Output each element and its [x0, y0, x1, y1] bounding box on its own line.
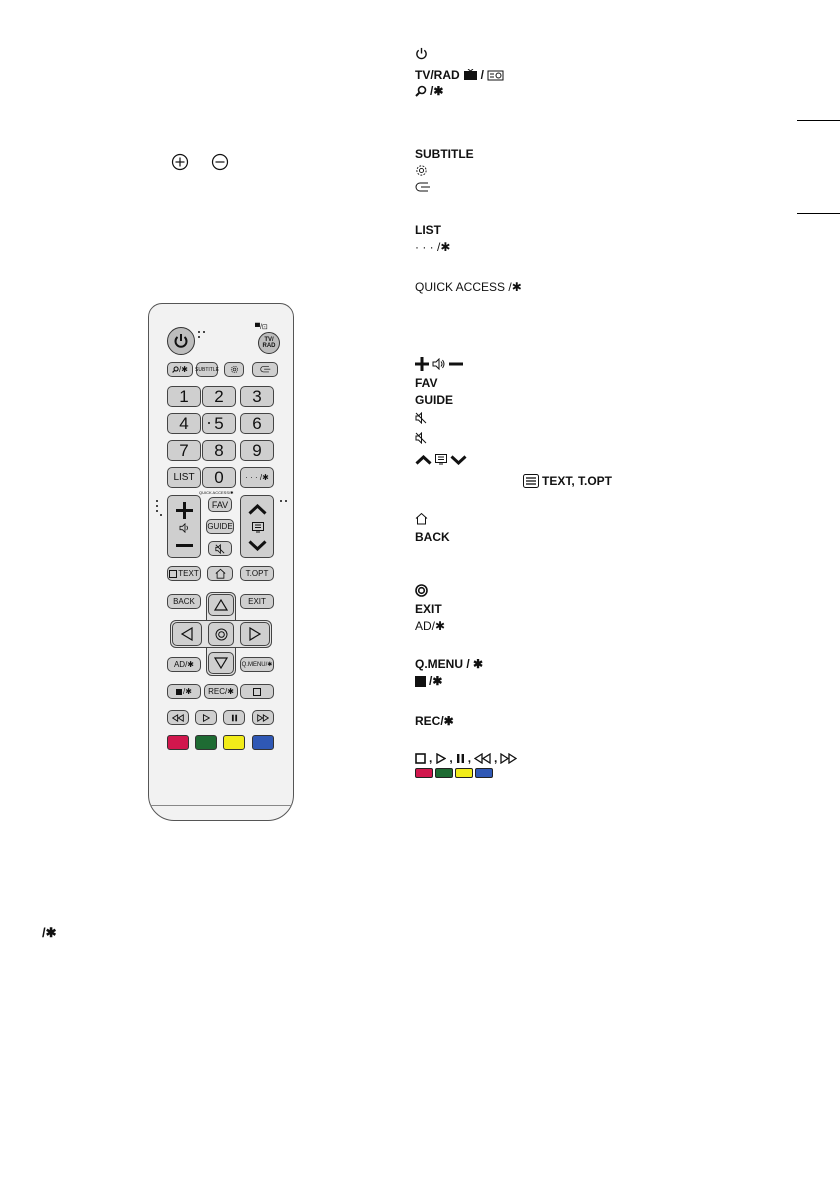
legend-quick-access: [415, 280, 522, 294]
search-button[interactable]: /✱: [167, 362, 193, 377]
fast-forward-icon: [500, 753, 517, 764]
digit-8-button[interactable]: 8: [202, 440, 236, 461]
qmenu-button[interactable]: Q.MENU/✱: [240, 657, 274, 672]
gear-icon: [415, 164, 428, 177]
home-button[interactable]: [207, 566, 233, 581]
blue-button[interactable]: [252, 735, 274, 750]
power-icon: [173, 333, 189, 349]
digit-9-button[interactable]: 9: [240, 440, 274, 461]
pause-button[interactable]: [223, 710, 245, 725]
pause-icon: [231, 714, 238, 722]
tactile-dot: [203, 331, 205, 333]
legend-tv-rad: TV/RAD /: [415, 68, 504, 82]
ad-button[interactable]: AD/✱: [167, 657, 201, 672]
digit-3-button[interactable]: 3: [240, 386, 274, 407]
list-button[interactable]: LIST: [167, 467, 201, 488]
legend-home: [415, 512, 428, 525]
back-button[interactable]: BACK: [167, 594, 201, 609]
mute-button[interactable]: [208, 541, 232, 556]
power-icon: [415, 47, 428, 60]
legend-guide: [415, 393, 453, 407]
legend-more: [415, 240, 450, 254]
play-icon: [435, 753, 446, 764]
chevron-up-icon: [415, 455, 432, 465]
tactile-dot: [198, 336, 200, 338]
search-icon: [172, 366, 179, 373]
text-icon: [523, 474, 539, 488]
search-star-label: /✱: [430, 84, 444, 98]
stop-button[interactable]: [240, 684, 274, 699]
legend-color-keys: [415, 768, 493, 778]
rewind-icon: [474, 753, 491, 764]
tactile-dot: [198, 331, 200, 333]
tactile-dot: [285, 500, 287, 502]
quick-access-label: QUICK ACCESS/✱: [199, 490, 234, 495]
chevron-up-icon: [248, 504, 267, 515]
subtitle-label: SUBTITLE: [415, 147, 474, 161]
legend-power: [415, 47, 428, 60]
stop-star-label: /✱: [429, 674, 443, 688]
stop-icon: [253, 688, 261, 696]
input-icon: [260, 365, 271, 374]
digit-0-button[interactable]: 0: [202, 467, 236, 488]
legend-channel: [415, 454, 467, 465]
right-button[interactable]: [240, 622, 270, 646]
plus-icon: [176, 502, 193, 519]
rewind-button[interactable]: [167, 710, 189, 725]
play-icon: [202, 714, 210, 722]
guide-label: GUIDE: [415, 393, 454, 407]
search-icon: [415, 85, 427, 97]
fav-button[interactable]: FAV: [208, 497, 232, 512]
remote-bottom-edge: [150, 805, 292, 822]
pause-icon: [456, 753, 465, 764]
legend-list: [415, 223, 441, 237]
volume-rocker[interactable]: [167, 495, 201, 558]
legend-qmenu: [415, 657, 483, 671]
digit-7-button[interactable]: 7: [167, 440, 201, 461]
text-topt-label: TEXT, T.OPT: [542, 474, 613, 488]
channel-rocker[interactable]: [240, 495, 274, 558]
down-button[interactable]: [208, 652, 234, 674]
triangle-right-icon: [249, 627, 261, 641]
tactile-dot: [156, 500, 158, 502]
red-button[interactable]: [167, 735, 189, 750]
minus-icon: [176, 543, 193, 548]
tv-radio-icon: ▀/⊡: [255, 324, 268, 331]
input-button[interactable]: [252, 362, 278, 377]
legend-volume: [415, 357, 463, 371]
tv-rad-label: TV/RAD: [415, 68, 460, 82]
tactile-dot: [160, 514, 162, 516]
exit-button[interactable]: EXIT: [240, 594, 274, 609]
mute-icon: [415, 412, 427, 424]
plus-circle-icon: [171, 153, 189, 171]
more-actions-button[interactable]: · · · /✱: [240, 467, 274, 488]
triangle-left-icon: [181, 627, 193, 641]
triangle-up-icon: [214, 599, 228, 611]
chevron-down-icon: [248, 540, 267, 551]
legend-search: [415, 84, 443, 98]
legend-playback: , , , ,: [415, 751, 517, 765]
text-button[interactable]: TEXT: [167, 566, 201, 581]
red-key-icon: [415, 768, 433, 778]
legend-mute-2: [415, 432, 427, 444]
yellow-key-icon: [455, 768, 473, 778]
green-key-icon: [435, 768, 453, 778]
quick-access-label: QUICK ACCESS /✱: [415, 280, 522, 294]
rewind-icon: [172, 714, 184, 722]
left-button[interactable]: [172, 622, 202, 646]
legend-stop-star: [415, 674, 442, 688]
ok-button[interactable]: [208, 622, 234, 646]
gear-icon: [230, 365, 239, 374]
tactile-dot: [156, 510, 158, 512]
chevron-down-icon: [450, 455, 467, 465]
legend-text-topt: [523, 474, 612, 488]
triangle-down-icon: [214, 657, 228, 669]
play-button[interactable]: [195, 710, 217, 725]
tactile-dot: [156, 505, 158, 507]
plus-icon: [415, 357, 429, 371]
square-icon: [176, 689, 182, 695]
back-label: BACK: [415, 530, 450, 544]
mute-icon: [415, 432, 427, 444]
fast-forward-icon: [257, 714, 269, 722]
up-button[interactable]: [208, 594, 234, 616]
legend-exit: [415, 602, 442, 616]
legend-subtitle: [415, 147, 474, 161]
qmenu-star-label: Q.MENU / ✱: [415, 657, 484, 671]
tv-rad-button[interactable]: TV/ RAD: [258, 332, 280, 354]
channel-list-icon: [252, 522, 264, 533]
tactile-dot: [208, 422, 210, 424]
tv-icon: [463, 69, 478, 81]
text-icon: [169, 570, 177, 578]
ad-star-label: AD/✱: [415, 619, 446, 633]
blue-key-icon: [475, 768, 493, 778]
fast-forward-button[interactable]: [252, 710, 274, 725]
square-icon: [415, 676, 426, 687]
volume-icon: [432, 358, 446, 370]
stop-star-button[interactable]: /✱: [167, 684, 201, 699]
channel-list-icon: [435, 454, 447, 465]
legend-ok: [415, 584, 428, 597]
radio-icon: [487, 69, 504, 81]
green-button[interactable]: [195, 735, 217, 750]
ok-icon: [215, 628, 228, 641]
settings-button[interactable]: [224, 362, 244, 377]
tactile-dot: [280, 500, 282, 502]
legend-mute-1: [415, 412, 427, 424]
digit-5-button[interactable]: 5: [202, 413, 236, 434]
home-icon: [215, 568, 226, 579]
mute-icon: [215, 544, 225, 554]
minus-icon: [449, 357, 463, 371]
topt-button[interactable]: T.OPT: [240, 566, 274, 581]
tab-rule-top: [797, 120, 840, 121]
fav-label: FAV: [415, 376, 438, 390]
legend-ad: [415, 619, 445, 633]
input-icon: [415, 181, 431, 194]
legend-fav: [415, 376, 437, 390]
minus-circle-icon: [211, 153, 229, 171]
tab-rule-bottom: [797, 213, 840, 214]
star-note: /✱: [42, 925, 57, 940]
digit-1-button[interactable]: 1: [167, 386, 201, 407]
digit-6-button[interactable]: 6: [240, 413, 274, 434]
guide-button[interactable]: GUIDE: [206, 519, 234, 534]
digit-4-button[interactable]: 4: [167, 413, 201, 434]
ok-icon: [415, 584, 428, 597]
digit-2-button[interactable]: 2: [202, 386, 236, 407]
list-label: LIST: [415, 223, 441, 237]
exit-label: EXIT: [415, 602, 442, 616]
rec-star-label: REC/✱: [415, 714, 454, 728]
subtitle-button[interactable]: SUBTITLE: [196, 362, 218, 377]
legend-back: [415, 530, 450, 544]
rec-button[interactable]: REC/✱: [204, 684, 238, 699]
stop-icon: [415, 753, 426, 764]
legend-input: [415, 181, 431, 194]
legend-rec: [415, 714, 454, 728]
yellow-button[interactable]: [223, 735, 245, 750]
volume-icon: [179, 523, 191, 533]
more-star-label: · · · /✱: [415, 240, 451, 254]
legend-settings: [415, 164, 428, 177]
power-button[interactable]: [167, 327, 195, 355]
home-icon: [415, 512, 428, 525]
